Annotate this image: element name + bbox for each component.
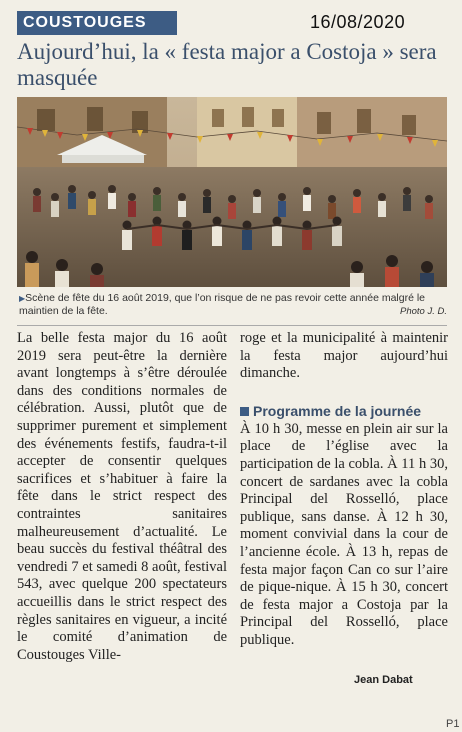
section-rubric: COUSTOUGES <box>17 11 177 35</box>
article-column-left <box>17 330 227 664</box>
photo-caption <box>19 292 447 318</box>
programme-title: Programme de la journée <box>253 402 422 419</box>
article-paragraph: La belle festa major du 16 août 2019 sera peut-être la dernière avant longtemps à s’être déroulée dans des conditions normales de célébration. Aussi, plutôt que de supprimer purement et simplement des événements festifs, faudra-t-il accepter de consentir quelques sacrifices et s’habituer à faire la fête dans le strict respect des contraintes sanitaires malheureusement d’actualité. Le beau succès du festival théâtral des vendredi 7 et samedi 8 août, festival 543, avec quelque 200 spectateurs accueillis dans le strict respect des règles sanitaires en vigueur, a incité le comité d’animation de Coustouges Ville- <box>17 330 227 663</box>
photo-credit: Photo J. D. <box>400 306 447 317</box>
article-column-right <box>240 330 448 650</box>
article-headline: Aujourd’hui, la « festa major a Costoja » sera masquée <box>17 39 437 90</box>
festival-photo <box>17 97 447 287</box>
programme-heading <box>240 403 448 419</box>
programme-text: À 10 h 30, messe en plein air sur la place de l’église avec la participation de la cobla. À 11 h 30, concert de sardanes avec la cobla Principal del Rosselló, place publique, sans danse. À 12 h 30, moment convivial dans la cour de l’ancienne école. À 13 h, repas de festa major façon Can co sur l’aire de pique-nique. À 15 h 30, concert de festa major a Costoja par la Principal del Rosselló, place publique. <box>240 420 448 648</box>
author-signature: Jean Dabat <box>354 674 413 686</box>
article-paragraph-continued: roge et la municipalité à maintenir la festa major aujourd’hui dimanche. <box>240 330 448 382</box>
page-number: P1 <box>446 718 460 730</box>
crowd-dancing-illustration <box>17 97 447 287</box>
square-bullet-icon <box>240 407 249 416</box>
divider <box>17 325 447 326</box>
clipping-date: 16/08/2020 <box>310 12 406 32</box>
caption-text: ▶ Scène de fête du 16 août 2019, que l’on risque de ne pas revoir cette année malgré le maintien de la fête. <box>19 292 425 317</box>
